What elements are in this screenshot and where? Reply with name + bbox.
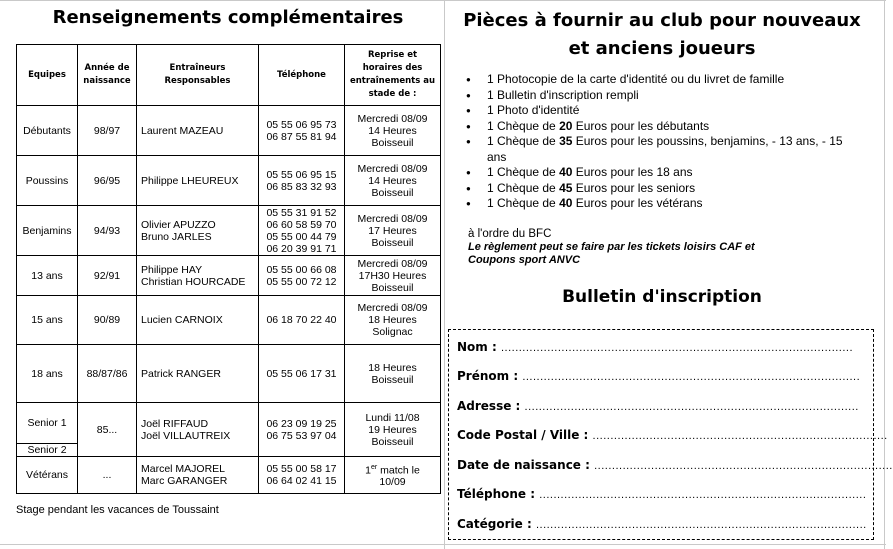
list-item: [466, 88, 856, 104]
cell-equipe: [17, 403, 78, 457]
ordre-text: à l'ordre du BFC: [468, 228, 552, 240]
col-header-annee: Année de naissance: [78, 45, 137, 106]
col-header-reprise: Reprise et horaires des entraînements au stade de :: [345, 45, 441, 106]
item-amount: 45: [559, 180, 573, 195]
field-code-postal-ville[interactable]: [457, 428, 888, 442]
field-nom[interactable]: [457, 340, 861, 354]
reprise-text: match le 10/09: [379, 464, 420, 489]
cell-annee: 96/95: [78, 156, 137, 206]
cell-telephone: 05 55 00 58 17 06 64 02 41 15: [259, 457, 345, 494]
left-title: Renseignements complémentaires: [52, 7, 404, 28]
cell-annee: 88/87/86: [78, 345, 137, 403]
bottom-border: [0, 544, 886, 545]
cell-reprise: Mercredi 08/09 14 Heures Boisseuil: [345, 156, 441, 206]
item-text-end: Euros pour les seniors: [572, 180, 696, 195]
cell-annee: 90/89: [78, 296, 137, 345]
cell-telephone: 06 18 70 22 40: [259, 296, 345, 345]
cell-annee: 94/93: [78, 206, 137, 256]
reprise-superscript: er: [371, 463, 378, 471]
list-item: [466, 103, 856, 119]
item-text-end: Euros pour les vétérans: [572, 196, 703, 210]
cell-reprise: Mercredi 08/09 17H30 Heures Boisseuil: [345, 256, 441, 296]
item-text: 1 Chèque de: [487, 134, 560, 148]
cell-telephone: 05 55 00 66 08 05 55 00 72 12: [259, 256, 345, 296]
col-header-entraineurs: Entraîneurs Responsables: [137, 45, 259, 106]
cell-reprise: Lundi 11/08 19 Heures Boisseuil: [345, 403, 441, 457]
field-label: Code Postal / Ville :: [457, 428, 589, 442]
right-title: Pièces à fournir au club pour nouveaux et anciens joueurs: [463, 10, 861, 59]
cell-entraineurs: Lucien CARNOIX: [137, 296, 259, 345]
cell-equipe-senior2: Senior 2: [17, 443, 77, 456]
table-row: [17, 296, 441, 345]
item-amount: 40: [559, 165, 573, 179]
stage-note: Stage pendant les vacances de Toussaint: [16, 504, 219, 516]
cell-equipe: Poussins: [17, 156, 78, 206]
field-date-naissance[interactable]: [457, 458, 893, 472]
payment-info: [468, 228, 868, 267]
cell-equipe: Vétérans: [17, 457, 78, 494]
list-item: [466, 165, 856, 181]
item-amount: 35: [559, 134, 573, 148]
table-row: [17, 457, 441, 494]
table-header-row: [17, 45, 441, 106]
field-label: Catégorie :: [457, 517, 532, 531]
cell-entraineurs: Patrick RANGER: [137, 345, 259, 403]
cell-equipe: 13 ans: [17, 256, 78, 296]
field-label: Date de naissance :: [457, 458, 590, 472]
teams-table: [16, 44, 441, 494]
cell-reprise: Mercredi 08/09 14 Heures Boisseuil: [345, 106, 441, 156]
reglement-text: Le règlement peut se faire par les tickets loisirs CAF et Coupons sport ANVC: [468, 241, 755, 266]
reprise-number: 1: [365, 464, 371, 477]
cell-equipe: Débutants: [17, 106, 78, 156]
cell-annee: 98/97: [78, 106, 137, 156]
field-dots: ...............................................................................................: [522, 371, 861, 383]
field-dots: .............................................................................................: [535, 519, 867, 531]
cell-equipe-senior1: Senior 1: [27, 417, 67, 429]
cell-annee: ...: [78, 457, 137, 494]
cell-entraineurs: Joël RIFFAUD Joël VILLAUTREIX: [137, 403, 259, 457]
bulletin-title: Bulletin d'inscription: [562, 287, 762, 307]
table-row: [17, 106, 441, 156]
cell-reprise: Mercredi 08/09 17 Heures Boisseuil: [345, 206, 441, 256]
item-text-end: Euros pour les poussins, benjamins, - 13 ans, - 15 ans: [487, 134, 843, 164]
table-row: [17, 403, 441, 457]
field-telephone[interactable]: [457, 487, 867, 501]
cell-entraineurs: Philippe HAY Christian HOURCADE: [137, 256, 259, 296]
item-text-end: Euros pour les 18 ans: [572, 165, 693, 179]
item-amount: 40: [559, 196, 573, 210]
list-item: [466, 119, 856, 135]
field-label: Adresse :: [457, 399, 521, 413]
col-header-telephone: Téléphone: [259, 45, 345, 106]
list-item: [466, 72, 856, 88]
top-border: [0, 0, 886, 1]
cell-entraineurs: Philippe LHEUREUX: [137, 156, 259, 206]
cell-annee: 85...: [78, 403, 137, 457]
field-dots: ....................................................................................: [594, 460, 893, 472]
field-dots: ...................................................................................: [592, 430, 888, 442]
page-divider: [444, 0, 445, 549]
item-text-end: Euros pour les débutants: [572, 118, 710, 133]
cell-equipe: Benjamins: [17, 206, 78, 256]
col-header-equipes: Equipes: [17, 45, 78, 106]
field-dots: ..............................................................................................: [524, 401, 859, 413]
cell-entraineurs: Olivier APUZZO Bruno JARLES: [137, 206, 259, 256]
cell-entraineurs: Laurent MAZEAU: [137, 106, 259, 156]
cell-entraineurs: Marcel MAJOREL Marc GARANGER: [137, 457, 259, 494]
field-dots: ............................................................................................: [539, 489, 867, 501]
item-amount: 20: [559, 118, 573, 133]
item-text: 1 Bulletin d'inscription rempli: [487, 87, 639, 102]
field-prenom[interactable]: [457, 369, 861, 383]
cell-reprise: 18 Heures Boisseuil: [345, 345, 441, 403]
list-item: [466, 134, 856, 165]
cell-telephone: 05 55 06 95 15 06 85 83 32 93: [259, 156, 345, 206]
cell-equipe: 18 ans: [17, 345, 78, 403]
cell-telephone: 05 55 06 17 31: [259, 345, 345, 403]
cell-annee: 92/91: [78, 256, 137, 296]
table-row: [17, 256, 441, 296]
cell-telephone: 06 23 09 19 25 06 75 53 97 04: [259, 403, 345, 457]
item-text: 1 Chèque de: [487, 118, 560, 133]
list-item: [466, 196, 856, 212]
item-text: 1 Chèque de: [487, 165, 560, 179]
table-row: [17, 156, 441, 206]
item-text: 1 Chèque de: [487, 180, 560, 195]
table-row: [17, 206, 441, 256]
field-categorie[interactable]: [457, 517, 867, 531]
cell-reprise: [345, 457, 441, 494]
field-label: Téléphone :: [457, 487, 536, 501]
field-dots: ...................................................................................................: [500, 342, 854, 354]
cell-telephone: 05 55 06 95 73 06 87 55 81 94: [259, 106, 345, 156]
item-text: 1 Chèque de: [487, 196, 560, 210]
field-adresse[interactable]: [457, 399, 861, 413]
cell-telephone: 05 55 31 91 52 06 60 58 59 70 05 55 00 44 79 06 20 39 91 71: [259, 206, 345, 256]
item-text: 1 Photo d'identité: [487, 103, 580, 117]
table-row: [17, 345, 441, 403]
field-label: Nom :: [457, 340, 497, 354]
list-item: [466, 181, 856, 197]
documents-list: [466, 72, 856, 212]
cell-equipe: 15 ans: [17, 296, 78, 345]
registration-form: [448, 329, 893, 540]
cell-reprise: Mercredi 08/09 18 Heures Solignac: [345, 296, 441, 345]
item-text: 1 Photocopie de la carte d'identité ou du livret de famille: [487, 72, 785, 86]
field-label: Prénom :: [457, 369, 519, 383]
